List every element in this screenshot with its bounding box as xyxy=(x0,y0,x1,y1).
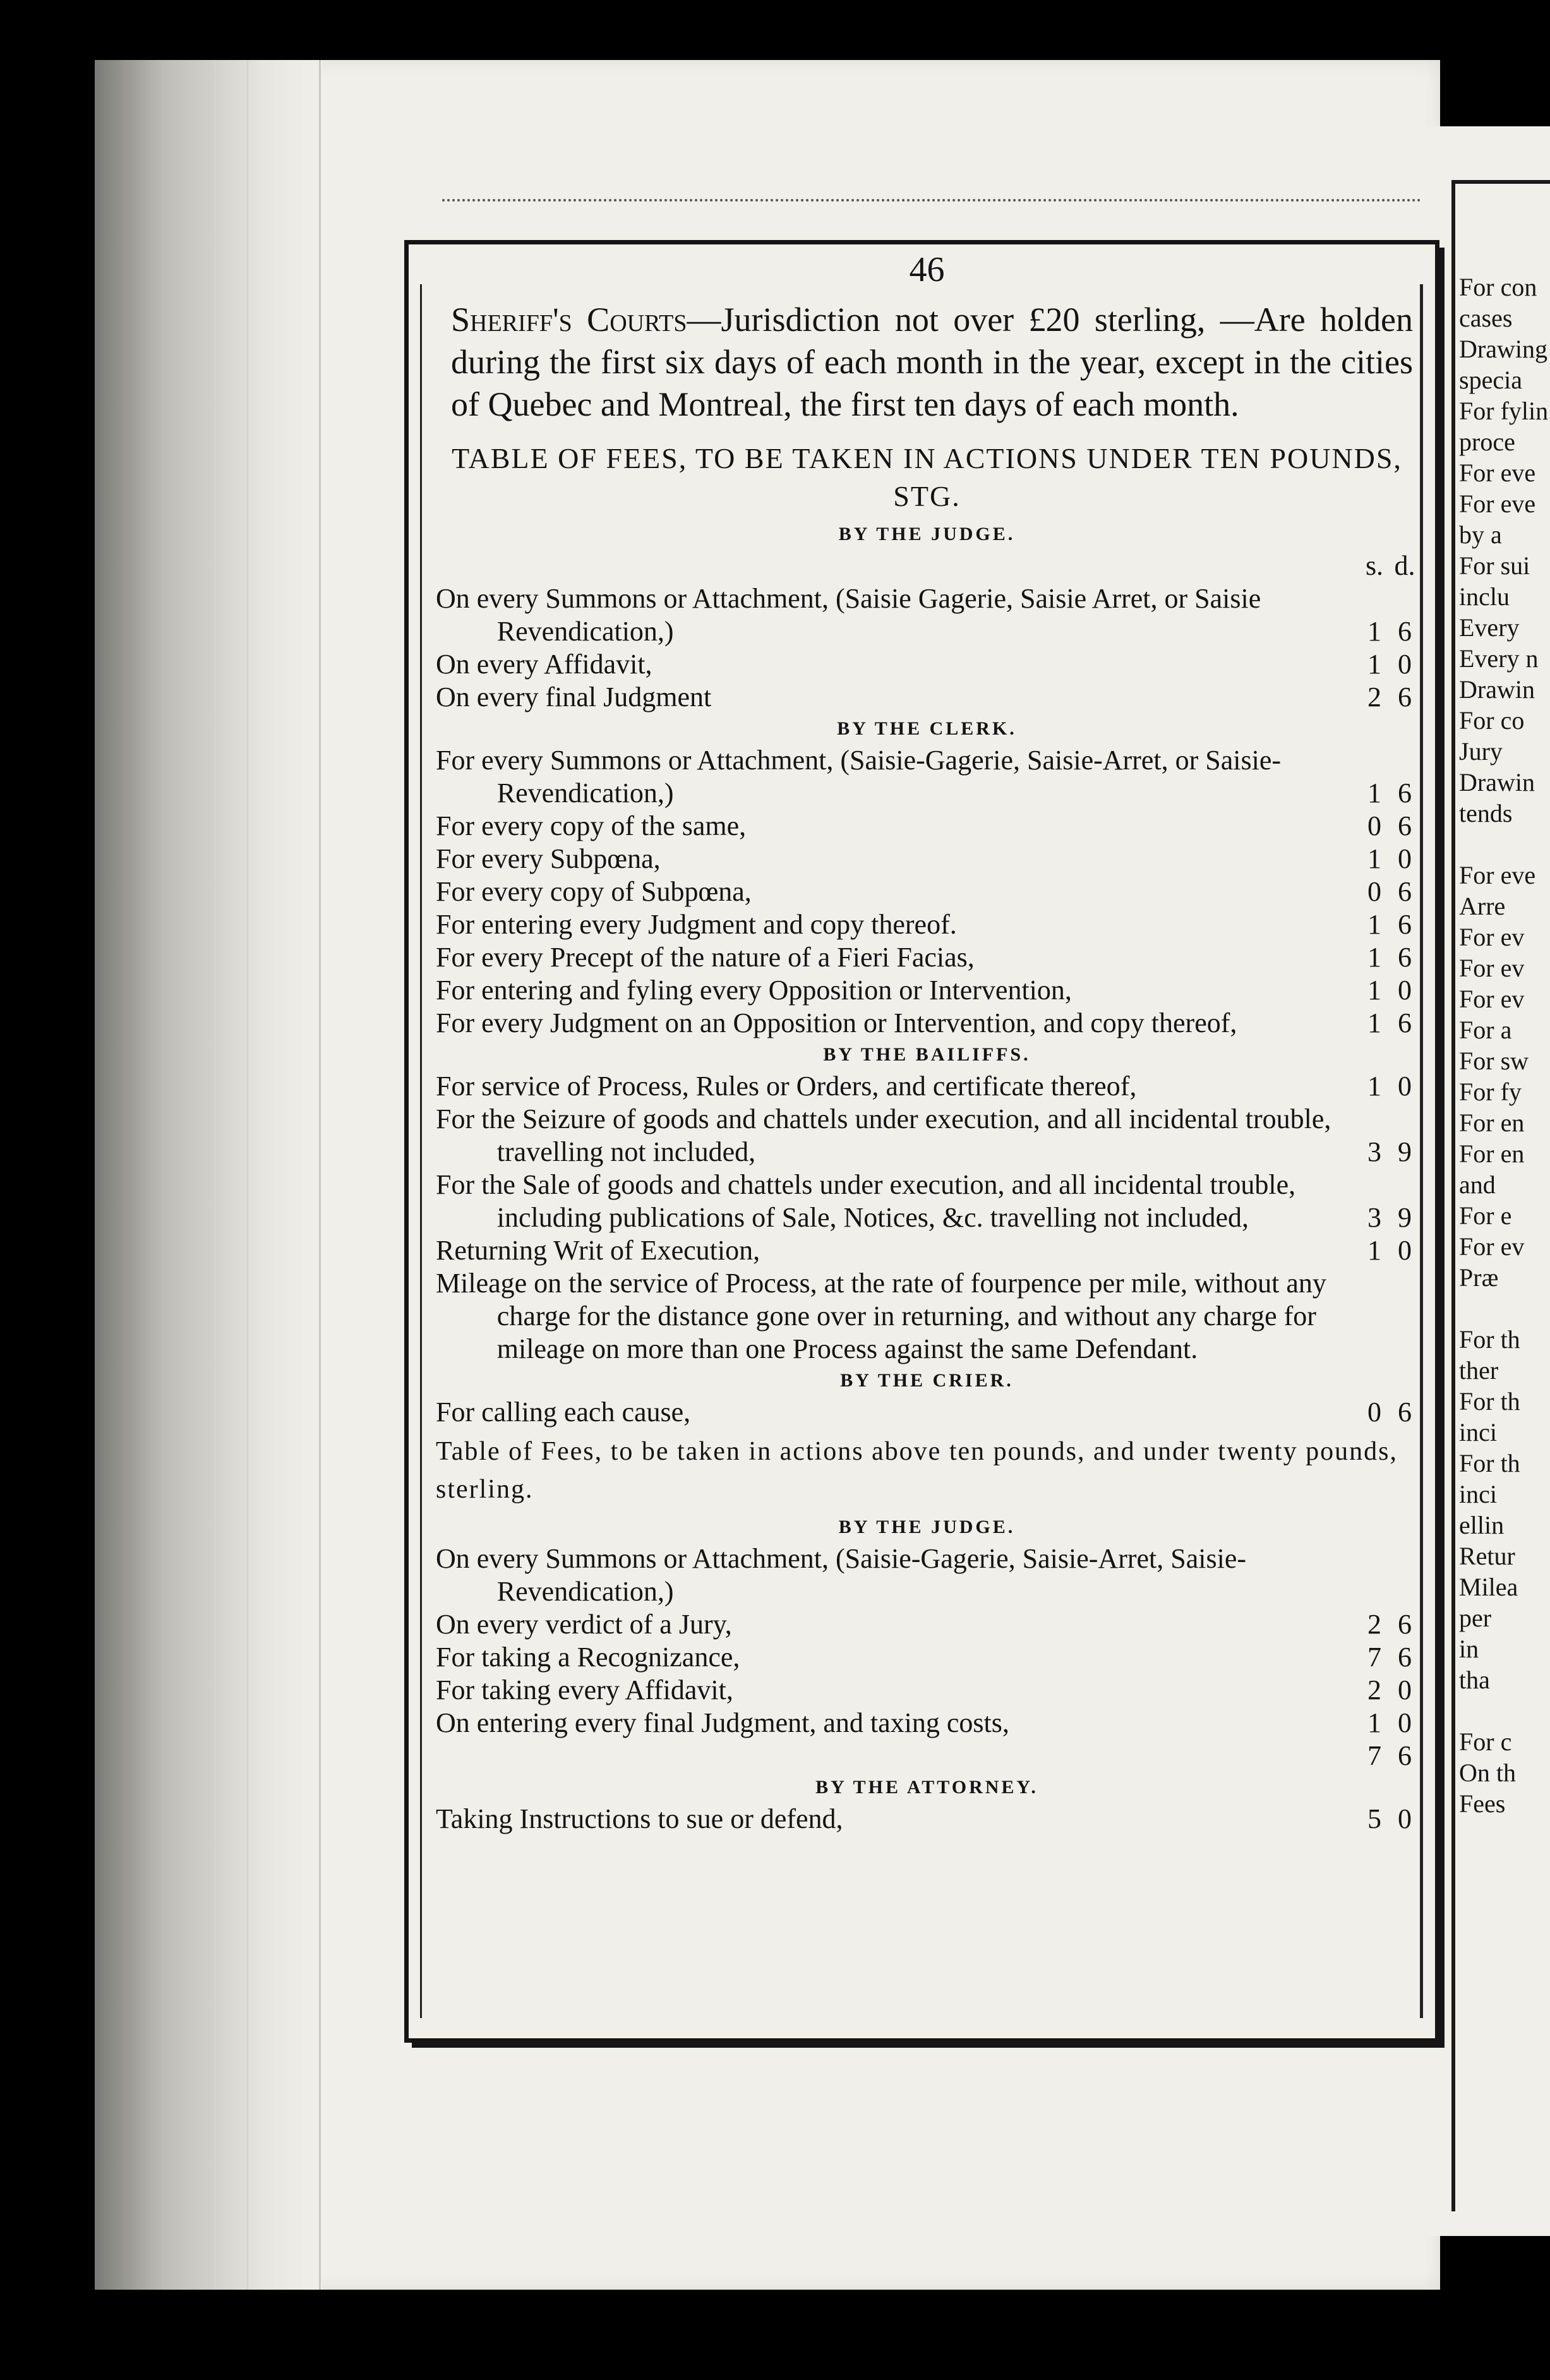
shillings-unit: s. xyxy=(1365,550,1384,581)
intro-paragraph xyxy=(451,299,1413,426)
page-number: 46 xyxy=(909,250,945,289)
fee-pence: 9 xyxy=(1398,1202,1412,1233)
fee-shillings: 1 xyxy=(1367,649,1381,680)
fee-shillings: 3 xyxy=(1367,1136,1381,1167)
fee-row xyxy=(436,1707,1418,1740)
fee-row xyxy=(436,1542,1418,1608)
page-edge-line xyxy=(319,60,321,2290)
fee-pence: 9 xyxy=(1398,1136,1412,1167)
fee-description: For entering every Judgment and copy thereof. xyxy=(436,909,957,940)
fee-row xyxy=(436,1608,1418,1641)
fee-pence: 6 xyxy=(1398,1007,1412,1038)
facing-page-line: Every xyxy=(1459,613,1520,642)
fee-row xyxy=(436,974,1418,1007)
fee-row xyxy=(436,843,1418,875)
fee-shillings: 2 xyxy=(1367,1674,1381,1705)
fee-pence: 0 xyxy=(1398,1707,1412,1738)
fee-pence: 6 xyxy=(1398,1642,1412,1673)
page-fold xyxy=(215,60,217,2290)
section-heading: BY THE JUDGE. xyxy=(838,1517,1016,1537)
fee-row xyxy=(436,1803,1418,1836)
fee-pence: 6 xyxy=(1398,909,1412,940)
fee-row xyxy=(436,1396,1418,1429)
facing-page-line: cases xyxy=(1459,304,1513,332)
facing-page-line: tends xyxy=(1459,799,1513,827)
fee-description: Mileage on the service of Process, at the rate of fourpence per mile, without any charge for the distance gone over in returning, and without any charge for mileage on more than one Process against the same Defendant. xyxy=(436,1268,1326,1364)
fee-shillings: 1 xyxy=(1367,616,1381,647)
facing-page-line: For co xyxy=(1459,706,1525,735)
fee-row xyxy=(436,1740,1418,1772)
fee-shillings: 7 xyxy=(1367,1740,1381,1771)
facing-page-line: inci xyxy=(1459,1418,1497,1446)
fee-pence: 6 xyxy=(1398,1609,1412,1640)
fee-description: For every Precept of the nature of a Fieri Facias, xyxy=(436,942,975,973)
facing-page-line: For ev xyxy=(1459,923,1525,951)
section-heading: BY THE JUDGE. xyxy=(838,524,1016,544)
facing-page-line: ellin xyxy=(1459,1511,1505,1539)
fee-description: On every verdict of a Jury, xyxy=(436,1609,732,1640)
fee-shillings: 7 xyxy=(1367,1642,1381,1673)
fee-description: For taking every Affidavit, xyxy=(436,1674,733,1705)
fee-row xyxy=(436,1103,1418,1169)
fee-row xyxy=(436,1267,1418,1366)
fee-pence: 6 xyxy=(1398,1740,1412,1771)
facing-page-line xyxy=(1459,1293,1550,1324)
fee-description: Returning Writ of Execution, xyxy=(436,1235,760,1266)
facing-page-line: For sw xyxy=(1459,1047,1529,1075)
fee-description: For every Summons or Attachment, (Saisie-Gagerie, Saisie-Arret, or Saisie-Revendication,) xyxy=(436,745,1282,808)
facing-page-line: Milea xyxy=(1459,1573,1518,1601)
facing-page-line: For fy xyxy=(1459,1078,1522,1106)
facing-page-line: Drawin xyxy=(1459,675,1535,704)
facing-page-line: For th xyxy=(1459,1449,1520,1477)
fee-shillings: 0 xyxy=(1367,810,1381,841)
facing-page-line: For con xyxy=(1459,273,1537,301)
fee-row xyxy=(436,875,1418,908)
facing-page-line: inci xyxy=(1459,1480,1497,1508)
fee-row xyxy=(436,1234,1418,1267)
top-rule xyxy=(442,199,1421,208)
facing-page-line: in xyxy=(1459,1635,1479,1663)
fee-shillings: 1 xyxy=(1367,778,1381,808)
facing-page-line: For fylin xyxy=(1459,397,1549,425)
section-heading: BY THE BAILIFFS. xyxy=(823,1044,1031,1065)
fee-shillings: 1 xyxy=(1367,1071,1381,1102)
facing-page-line: For th xyxy=(1459,1387,1520,1415)
fee-description: Taking Instructions to sue or defend, xyxy=(436,1803,843,1834)
fee-description: For the Sale of goods and chattels under execution, and all incidental trouble, including publications of Sale, Notices, &c. travelling not included, xyxy=(436,1169,1296,1233)
fee-description: For the Seizure of goods and chattels under execution, and all incidental trouble, travelling not included, xyxy=(436,1103,1331,1167)
intro-lead: Sheriff's Courts xyxy=(451,301,687,339)
fee-shillings: 2 xyxy=(1367,1609,1381,1640)
fee-description: On every Summons or Attachment, (Saisie-Gagerie, Saisie-Arret, Saisie-Revendication,) xyxy=(436,1543,1247,1607)
fee-shillings: 1 xyxy=(1367,843,1381,874)
page-fold xyxy=(246,60,248,2290)
section-heading: BY THE ATTORNEY. xyxy=(815,1777,1038,1798)
pence-unit: d. xyxy=(1394,550,1415,581)
fee-shillings: 1 xyxy=(1367,1707,1381,1738)
facing-page-line: Jury xyxy=(1459,737,1503,766)
fee-shillings: 1 xyxy=(1367,1235,1381,1266)
facing-page-line: For en xyxy=(1459,1109,1525,1137)
facing-page-line: Drawin xyxy=(1459,768,1535,796)
fee-pence: 6 xyxy=(1398,942,1412,973)
section-heading: BY THE CRIER. xyxy=(840,1370,1014,1391)
fee-description: For every copy of the same, xyxy=(436,810,747,841)
fee-pence: 0 xyxy=(1398,649,1412,680)
facing-page-line xyxy=(1459,1695,1550,1726)
fee-description: For every Subpœna, xyxy=(436,843,661,874)
fee-pence: 6 xyxy=(1398,682,1412,712)
fee-pence: 6 xyxy=(1398,810,1412,841)
fee-shillings: 3 xyxy=(1367,1202,1381,1233)
facing-page-line: Every n xyxy=(1459,644,1539,673)
fee-description: On entering every final Judgment, and taxing costs, xyxy=(436,1707,1009,1738)
fee-pence: 6 xyxy=(1398,1397,1412,1427)
facing-page-line: For e xyxy=(1459,1201,1512,1230)
fee-description: For taking a Recognizance, xyxy=(436,1642,740,1673)
fee-row xyxy=(436,582,1418,648)
fee-shillings: 0 xyxy=(1367,876,1381,907)
fee-shillings: 0 xyxy=(1367,1397,1381,1427)
facing-page-line: For sui xyxy=(1459,551,1530,580)
facing-page-line: On th xyxy=(1459,1758,1516,1787)
fee-pence: 0 xyxy=(1398,1071,1412,1102)
facing-page-line: by a xyxy=(1459,520,1502,549)
fee-row xyxy=(436,810,1418,843)
facing-page-line: ther xyxy=(1459,1356,1499,1385)
fee-description: On every Affidavit, xyxy=(436,649,652,680)
facing-page-line: For ev xyxy=(1459,954,1525,982)
facing-page-line xyxy=(1459,829,1550,860)
fee-description: For service of Process, Rules or Orders, and certificate thereof, xyxy=(436,1071,1137,1102)
facing-page-line: For eve xyxy=(1459,861,1536,889)
fee-shillings: 1 xyxy=(1367,975,1381,1006)
fee-row xyxy=(436,1070,1418,1103)
facing-page-line: Arre xyxy=(1459,892,1506,920)
facing-page-line: For en xyxy=(1459,1139,1525,1168)
fee-row xyxy=(436,744,1418,810)
fee-row xyxy=(436,941,1418,974)
facing-page-line: specia xyxy=(1459,366,1522,394)
fee-row xyxy=(436,681,1418,714)
fee-description: For every Judgment on an Opposition or Intervention, and copy thereof, xyxy=(436,1007,1237,1038)
facing-page-line: inclu xyxy=(1459,582,1510,611)
fee-table-ten-to-twenty-pounds xyxy=(436,1512,1418,1836)
fee-row xyxy=(436,1169,1418,1234)
fee-table-under-ten-pounds xyxy=(436,519,1418,1429)
units-row xyxy=(436,550,1418,582)
fee-row xyxy=(436,1641,1418,1674)
facing-page-line: For th xyxy=(1459,1325,1520,1354)
page-content xyxy=(436,249,1418,1836)
fee-shillings: 5 xyxy=(1367,1803,1381,1834)
facing-page-line: Fees xyxy=(1459,1789,1506,1818)
facing-page-line: For ev xyxy=(1459,1232,1525,1261)
facing-page-line: For eve xyxy=(1459,459,1536,487)
fee-row xyxy=(436,1007,1418,1040)
section-heading: BY THE CLERK. xyxy=(837,718,1017,739)
fee-description: On every final Judgment xyxy=(436,682,712,712)
book-spine xyxy=(95,60,322,2290)
fee-pence: 0 xyxy=(1398,1674,1412,1705)
fee-pence: 0 xyxy=(1398,843,1412,874)
table-title: TABLE OF FEES, TO BE TAKEN IN ACTIONS UNDER TEN POUNDS, STG. xyxy=(452,442,1402,512)
fee-shillings: 1 xyxy=(1367,909,1381,940)
facing-page-line: For c xyxy=(1459,1728,1512,1756)
fee-pence: 0 xyxy=(1398,975,1412,1006)
facing-page-line: proce xyxy=(1459,428,1515,456)
fee-description: For entering and fyling every Opposition or Intervention, xyxy=(436,975,1072,1006)
fee-row xyxy=(436,908,1418,941)
fee-pence: 6 xyxy=(1398,616,1412,647)
fee-pence: 0 xyxy=(1398,1803,1412,1834)
intro-text: —Jurisdiction not over £20 sterling, —Are holden during the first six days of each month in the year, except in the cities of Quebec and Montreal, the first ten days of each month. xyxy=(451,301,1413,423)
fee-row xyxy=(436,1674,1418,1707)
facing-page-line: per xyxy=(1459,1604,1492,1632)
fee-pence: 6 xyxy=(1398,778,1412,808)
fee-row xyxy=(436,648,1418,681)
fee-pence: 0 xyxy=(1398,1235,1412,1266)
fee-shillings: 1 xyxy=(1367,942,1381,973)
facing-page-fragments xyxy=(1459,272,1550,1819)
fee-description: For every copy of Subpœna, xyxy=(436,876,752,907)
table-title-2: Table of Fees, to be taken in actions above ten pounds, and under twenty pounds, sterling. xyxy=(436,1437,1398,1504)
facing-page-line: and xyxy=(1459,1170,1496,1199)
fee-pence: 6 xyxy=(1398,876,1412,907)
fee-shillings: 2 xyxy=(1367,682,1381,712)
facing-page-line: For ev xyxy=(1459,985,1525,1013)
facing-page-line: Drawing xyxy=(1459,335,1547,363)
fee-description: For calling each cause, xyxy=(436,1397,691,1427)
facing-page-line: Præ xyxy=(1459,1263,1499,1292)
facing-page-line: tha xyxy=(1459,1666,1490,1694)
facing-page-line: For a xyxy=(1459,1016,1512,1044)
fee-shillings: 1 xyxy=(1367,1007,1381,1038)
facing-page-line: For eve xyxy=(1459,490,1536,518)
fee-description: On every Summons or Attachment, (Saisie Gagerie, Saisie Arret, or Saisie Revendication,) xyxy=(436,583,1261,647)
facing-page-line: Retur xyxy=(1459,1542,1515,1570)
